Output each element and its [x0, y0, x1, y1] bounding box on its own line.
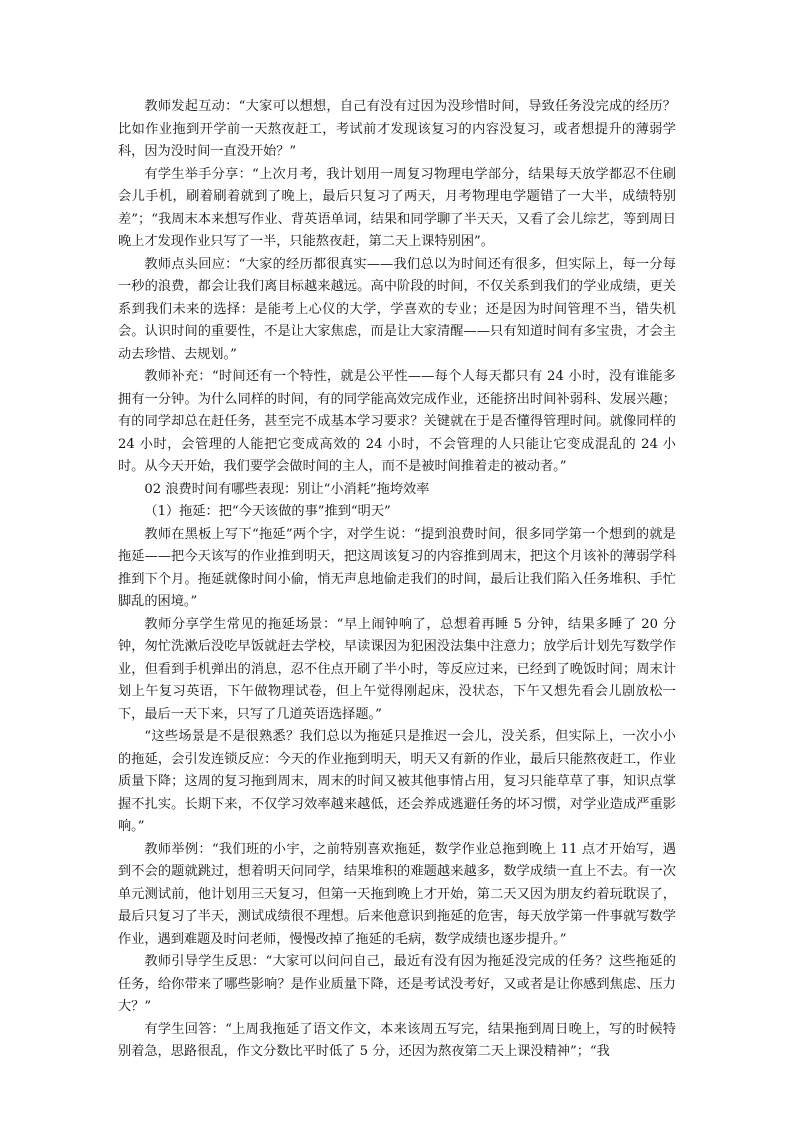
- paragraph-teacher-supplement: 教师补充：“时间还有一个特性，就是公平性——每个人每天都只有 24 小时，没有谁能多拥有一分钟。为什么同样的时间，有的同学能高效完成作业，还能挤出时间补弱科、发展兴趣；有的同学却总在赶任务，甚至完不成基本学习要求？关键就在于是否懂得管理时间。就像同样的 24 小时，会管理的人能把它变成高效的 24 小时，不会管理的人只能让它变成混乱的 24 小时。从今天开始，我们要学会做时间的主人，而不是被时间推着走的被动者。”: [118, 369, 676, 474]
- paragraph-procrastination-intro: 教师在黑板上写下“拖延”两个字，对学生说：“提到浪费时间，很多同学第一个想到的就是拖延——把今天该写的作业推到明天，把这周该复习的内容推到周末，把这个月该补的薄弱学科推到下个月。拖延就像时间小偷，悄无声息地偷走我们的时间，最后让我们陷入任务堆积、手忙脚乱的困境。”: [118, 526, 676, 609]
- document-body: [118, 96, 676, 1064]
- paragraph-teacher-response: 教师点头回应：“大家的经历都很真实——我们总以为时间还有很多，但实际上，每一分每一秒的浪费，都会让我们离目标越来越远。高中阶段的时间，不仅关系到我们的学业成绩，更关系到我们未来的选择：是能考上心仪的大学，学喜欢的专业；还是因为时间管理不当，错失机会。认识时间的重要性，不是让大家焦虑，而是让大家清醒——只有知道时间有多宝贵，才会主动去珍惜、去规划。”: [118, 256, 676, 362]
- paragraph-student-answer: 有学生回答：“上周我拖延了语文作文，本来该周五写完，结果拖到周日晚上，写的时候特别着急，思路很乱，作文分数比平时低了 5 分，还因为熬夜第二天上课没精神”；“我: [118, 1021, 676, 1059]
- paragraph-student-share: 有学生举手分享：“上次月考，我计划用一周复习物理电学部分，结果每天放学都忍不住刷会儿手机，刷着刷着就到了晚上，最后只复习了两天，月考物理电学题错了一大半，成绩特别差”；“我周末本来想写作业、背英语单词，结果和同学聊了半天天，又看了会儿综艺，等到周日晚上才发现作业只写了一半，只能熬夜赶，第二天上课特别困”。: [118, 166, 676, 249]
- paragraph-chain-reaction: “这些场景是不是很熟悉？我们总以为拖延只是推迟一会儿，没关系，但实际上，一次小小的拖延，会引发连锁反应：今天的作业拖到明天，明天又有新的作业，最后只能熬夜赶工，作业质量下降；这周的复习拖到周末，周末的时间又被其他事情占用，复习只能草草了事，知识点掌握不扎实。长期下来，不仅学习效率越来越低，还会养成逃避任务的坏习惯，对学业造成严重影响。”: [118, 729, 676, 834]
- subsection-heading: （1）拖延：把“今天该做的事”推到“明天”: [144, 504, 391, 519]
- paragraph-teacher-reflection: 教师引导学生反思：“大家可以问问自己，最近有没有因为拖延没完成的任务？这些拖延的任务，给你带来了哪些影响？是作业质量下降，还是考试没考好，又或者是让你感到焦虑、压力大？”: [118, 954, 676, 1014]
- paragraph-procrastination-scenes: 教师分享学生常见的拖延场景：“早上闹钟响了，总想着再睡 5 分钟，结果多睡了 20 分钟，匆忙洗漱后没吃早饭就赶去学校，早读课因为犯困没法集中注意力；放学后计划先写数学作业，但看到手机弹出的消息，忍不住点开刷了半小时，等反应过来，已经到了晚饭时间；周末计划上午复习英语，下午做物理试卷，但上午觉得刚起床，没状态，下午又想先看会儿剧放松一下，最后一天下来，只写了几道英语选择题。”: [118, 616, 676, 722]
- paragraph-teacher-interaction: 教师发起互动：“大家可以想想，自己有没有过因为没珍惜时间，导致任务没完成的经历？比如作业拖到开学前一天熬夜赶工，考试前才发现该复习的内容没复习，或者想提升的薄弱学科，因为没时间一直没开始？”: [118, 99, 676, 159]
- paragraph-teacher-example: 教师举例：“我们班的小宇，之前特别喜欢拖延，数学作业总拖到晚上 11 点才开始写，遇到不会的题就跳过，想着明天问同学，结果堆积的难题越来越多，数学成绩一直上不去。有一次单元测试前，他计划用三天复习，但第一天拖到晚上才开始，第二天又因为朋友约着玩耽误了，最后只复习了半天，测试成绩很不理想。后来他意识到拖延的危害，每天放学第一件事就写数学作业，遇到难题及时问老师，慢慢改掉了拖延的毛病，数学成绩也逐步提升。”: [118, 841, 676, 947]
- section-heading: 02 浪费时间有哪些表现：别让“小消耗”拖垮效率: [144, 481, 430, 497]
